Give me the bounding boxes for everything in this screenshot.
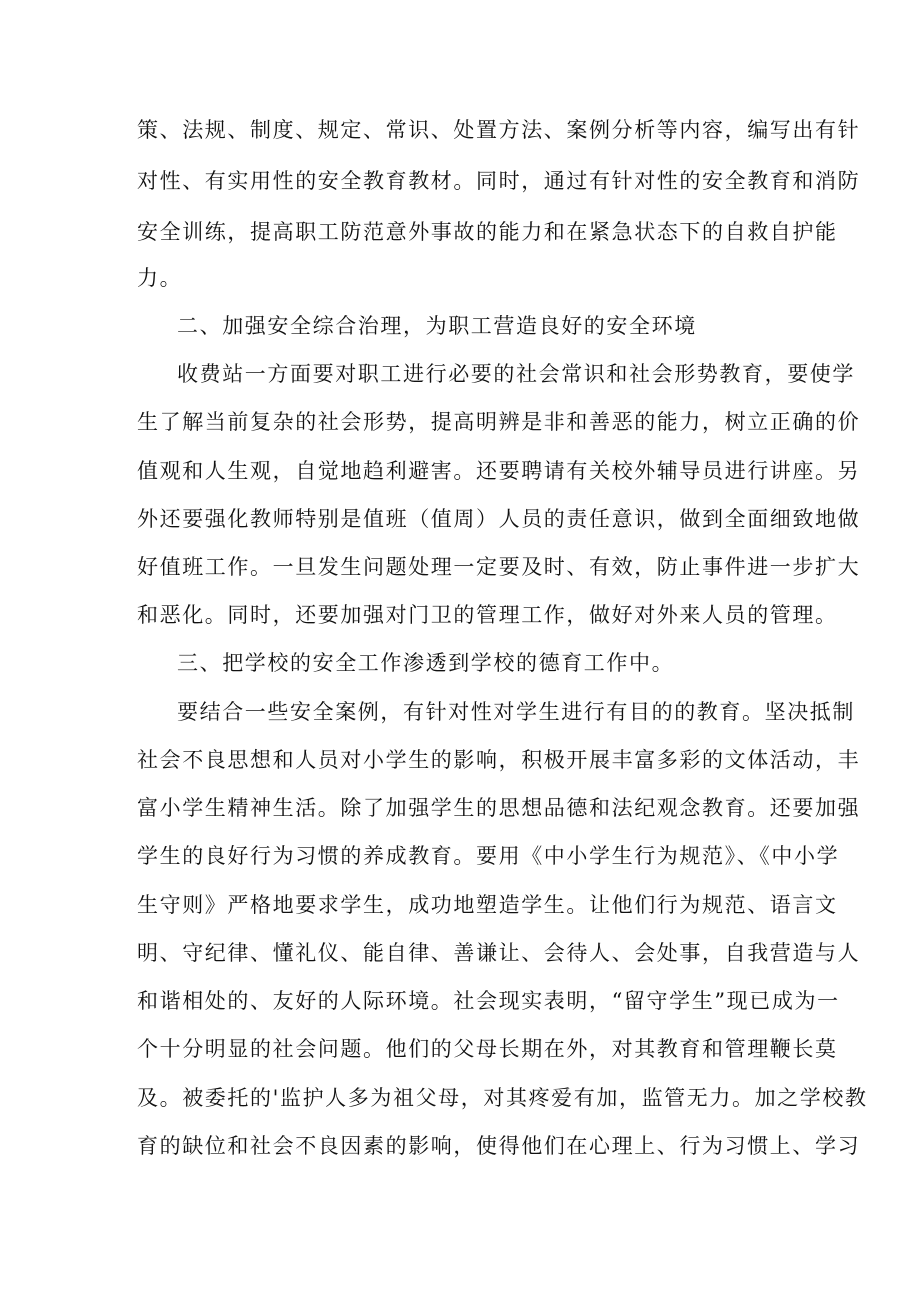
text-line: 社会不良思想和人员对小学生的影响，积极开展丰富多彩的文体活动，丰 bbox=[137, 748, 861, 772]
text-line: 生守则》严格地要求学生，成功地塑造学生。让他们行为规范、语言文 bbox=[137, 893, 838, 917]
text-line: 富小学生精神生活。除了加强学生的思想品德和法纪观念教育。还要加强 bbox=[137, 796, 861, 820]
text-line: 育的缺位和社会不良因素的影响，使得他们在心理上、行为习惯上、学习 bbox=[137, 1134, 861, 1158]
text-line: 生了解当前复杂的社会形势，提高明辨是非和善恶的能力，树立正确的价 bbox=[137, 410, 861, 434]
text-line: 要结合一些安全案例，有针对性对学生进行有目的的教育。坚决抵制 bbox=[177, 700, 855, 724]
text-line: 收费站一方面要对职工进行必要的社会常识和社会形势教育，要使学 bbox=[177, 362, 855, 386]
text-line: 和谐相处的、友好的人际环境。社会现实表明，“留守学生”现已成为一 bbox=[137, 989, 840, 1013]
section-heading: 三、把学校的安全工作渗透到学校的德育工作中。 bbox=[177, 651, 675, 675]
text-line: 学生的良好行为习惯的养成教育。要用《中小学生行为规范》、《中小学 bbox=[137, 844, 840, 868]
text-line: 外还要强化教师特别是值班（值周）人员的责任意识，做到全面细致地做 bbox=[137, 507, 861, 531]
text-line: 安全训练，提高职工防范意外事故的能力和在紧急状态下的自救自护能 bbox=[137, 220, 838, 244]
text-line: 及。被委托的'监护人多为祖父母，对其疼爱有加，监管无力。加之学校教 bbox=[137, 1086, 868, 1110]
text-line: 明、守纪律、懂礼仪、能自律、善谦让、会待人、会处事，自我营造与人 bbox=[137, 941, 861, 965]
text-line: 力。 bbox=[137, 266, 183, 290]
text-line: 策、法规、制度、规定、常识、处置方法、案例分析等内容，编写出有针 bbox=[137, 118, 861, 142]
text-line: 好值班工作。一旦发生问题处理一定要及时、有效，防止事件进一步扩大 bbox=[137, 555, 861, 579]
text-line: 对性、有实用性的安全教育教材。同时，通过有针对性的安全教育和消防 bbox=[137, 169, 861, 193]
text-line: 个十分明显的社会问题。他们的父母长期在外，对其教育和管理鞭长莫 bbox=[137, 1037, 838, 1061]
text-line: 值观和人生观，自觉地趋利避害。还要聘请有关校外辅导员进行讲座。另 bbox=[137, 459, 861, 483]
text-line: 和恶化。同时，还要加强对门卫的管理工作，做好对外来人员的管理。 bbox=[137, 603, 838, 627]
section-heading: 二、加强安全综合治理，为职工营造良好的安全环境 bbox=[177, 314, 697, 338]
